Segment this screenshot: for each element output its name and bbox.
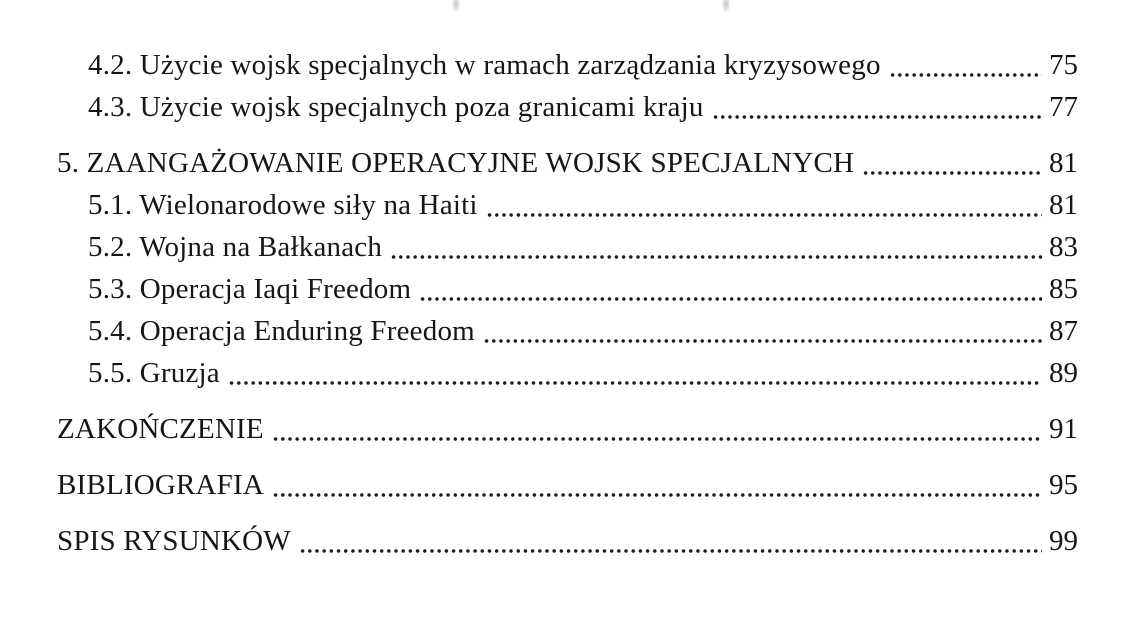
toc-entry <box>0 142 1078 184</box>
toc-entry-label: BIBLIOGRAFIA <box>57 469 265 501</box>
toc-entry-label: ZAKOŃCZENIE <box>57 413 264 445</box>
dotted-leader <box>889 73 1042 77</box>
toc-entry <box>0 408 1078 450</box>
toc-entry-page-number: 83 <box>1049 231 1078 263</box>
toc-entry-page-number: 85 <box>1049 273 1078 305</box>
dotted-leader <box>272 437 1042 441</box>
toc-entry-page-number: 77 <box>1049 91 1078 123</box>
dotted-leader <box>228 381 1042 385</box>
toc-entry <box>0 310 1078 352</box>
toc-entry-label: 5.2. Wojna na Bałkanach <box>88 231 383 263</box>
toc-entry-page-number: 95 <box>1049 469 1078 501</box>
toc-entry-label: 5.5. Gruzja <box>88 357 220 389</box>
toc-entry-label: 4.3. Użycie wojsk specjalnych poza granicami kraju <box>88 91 704 123</box>
toc-entry <box>0 352 1078 394</box>
toc-entry <box>0 44 1078 86</box>
toc-entry-label: 4.2. Użycie wojsk specjalnych w ramach zarządzania kryzysowego <box>88 49 881 81</box>
toc-entry-page-number: 89 <box>1049 357 1078 389</box>
toc-entry <box>0 520 1078 562</box>
toc-entry-page-number: 99 <box>1049 525 1078 557</box>
toc-list <box>0 44 1122 562</box>
toc-entry-page-number: 87 <box>1049 315 1078 347</box>
dotted-leader <box>299 549 1042 553</box>
toc-entry-label: 5.1. Wielonarodowe siły na Haiti <box>88 189 478 221</box>
dotted-leader <box>272 493 1042 497</box>
dotted-leader <box>862 171 1042 175</box>
toc-entry-label: SPIS RYSUNKÓW <box>57 525 291 557</box>
scan-smudge <box>452 0 460 13</box>
toc-entry <box>0 86 1078 128</box>
toc-entry-label: 5.4. Operacja Enduring Freedom <box>88 315 475 347</box>
dotted-leader <box>483 339 1042 343</box>
toc-entry-label: 5. ZAANGAŻOWANIE OPERACYJNE WOJSK SPECJALNYCH <box>57 147 855 179</box>
toc-entry <box>0 268 1078 310</box>
dotted-leader <box>419 297 1042 301</box>
dotted-leader <box>486 213 1042 217</box>
toc-entry-page-number: 81 <box>1049 147 1078 179</box>
toc-entry-page-number: 75 <box>1049 49 1078 81</box>
toc-entry-page-number: 91 <box>1049 413 1078 445</box>
dotted-leader <box>712 115 1042 119</box>
toc-entry <box>0 184 1078 226</box>
dotted-leader <box>390 255 1042 259</box>
scan-smudge <box>722 0 730 13</box>
toc-entry <box>0 464 1078 506</box>
toc-entry <box>0 226 1078 268</box>
toc-entry-page-number: 81 <box>1049 189 1078 221</box>
toc-entry-label: 5.3. Operacja Iaqi Freedom <box>88 273 412 305</box>
